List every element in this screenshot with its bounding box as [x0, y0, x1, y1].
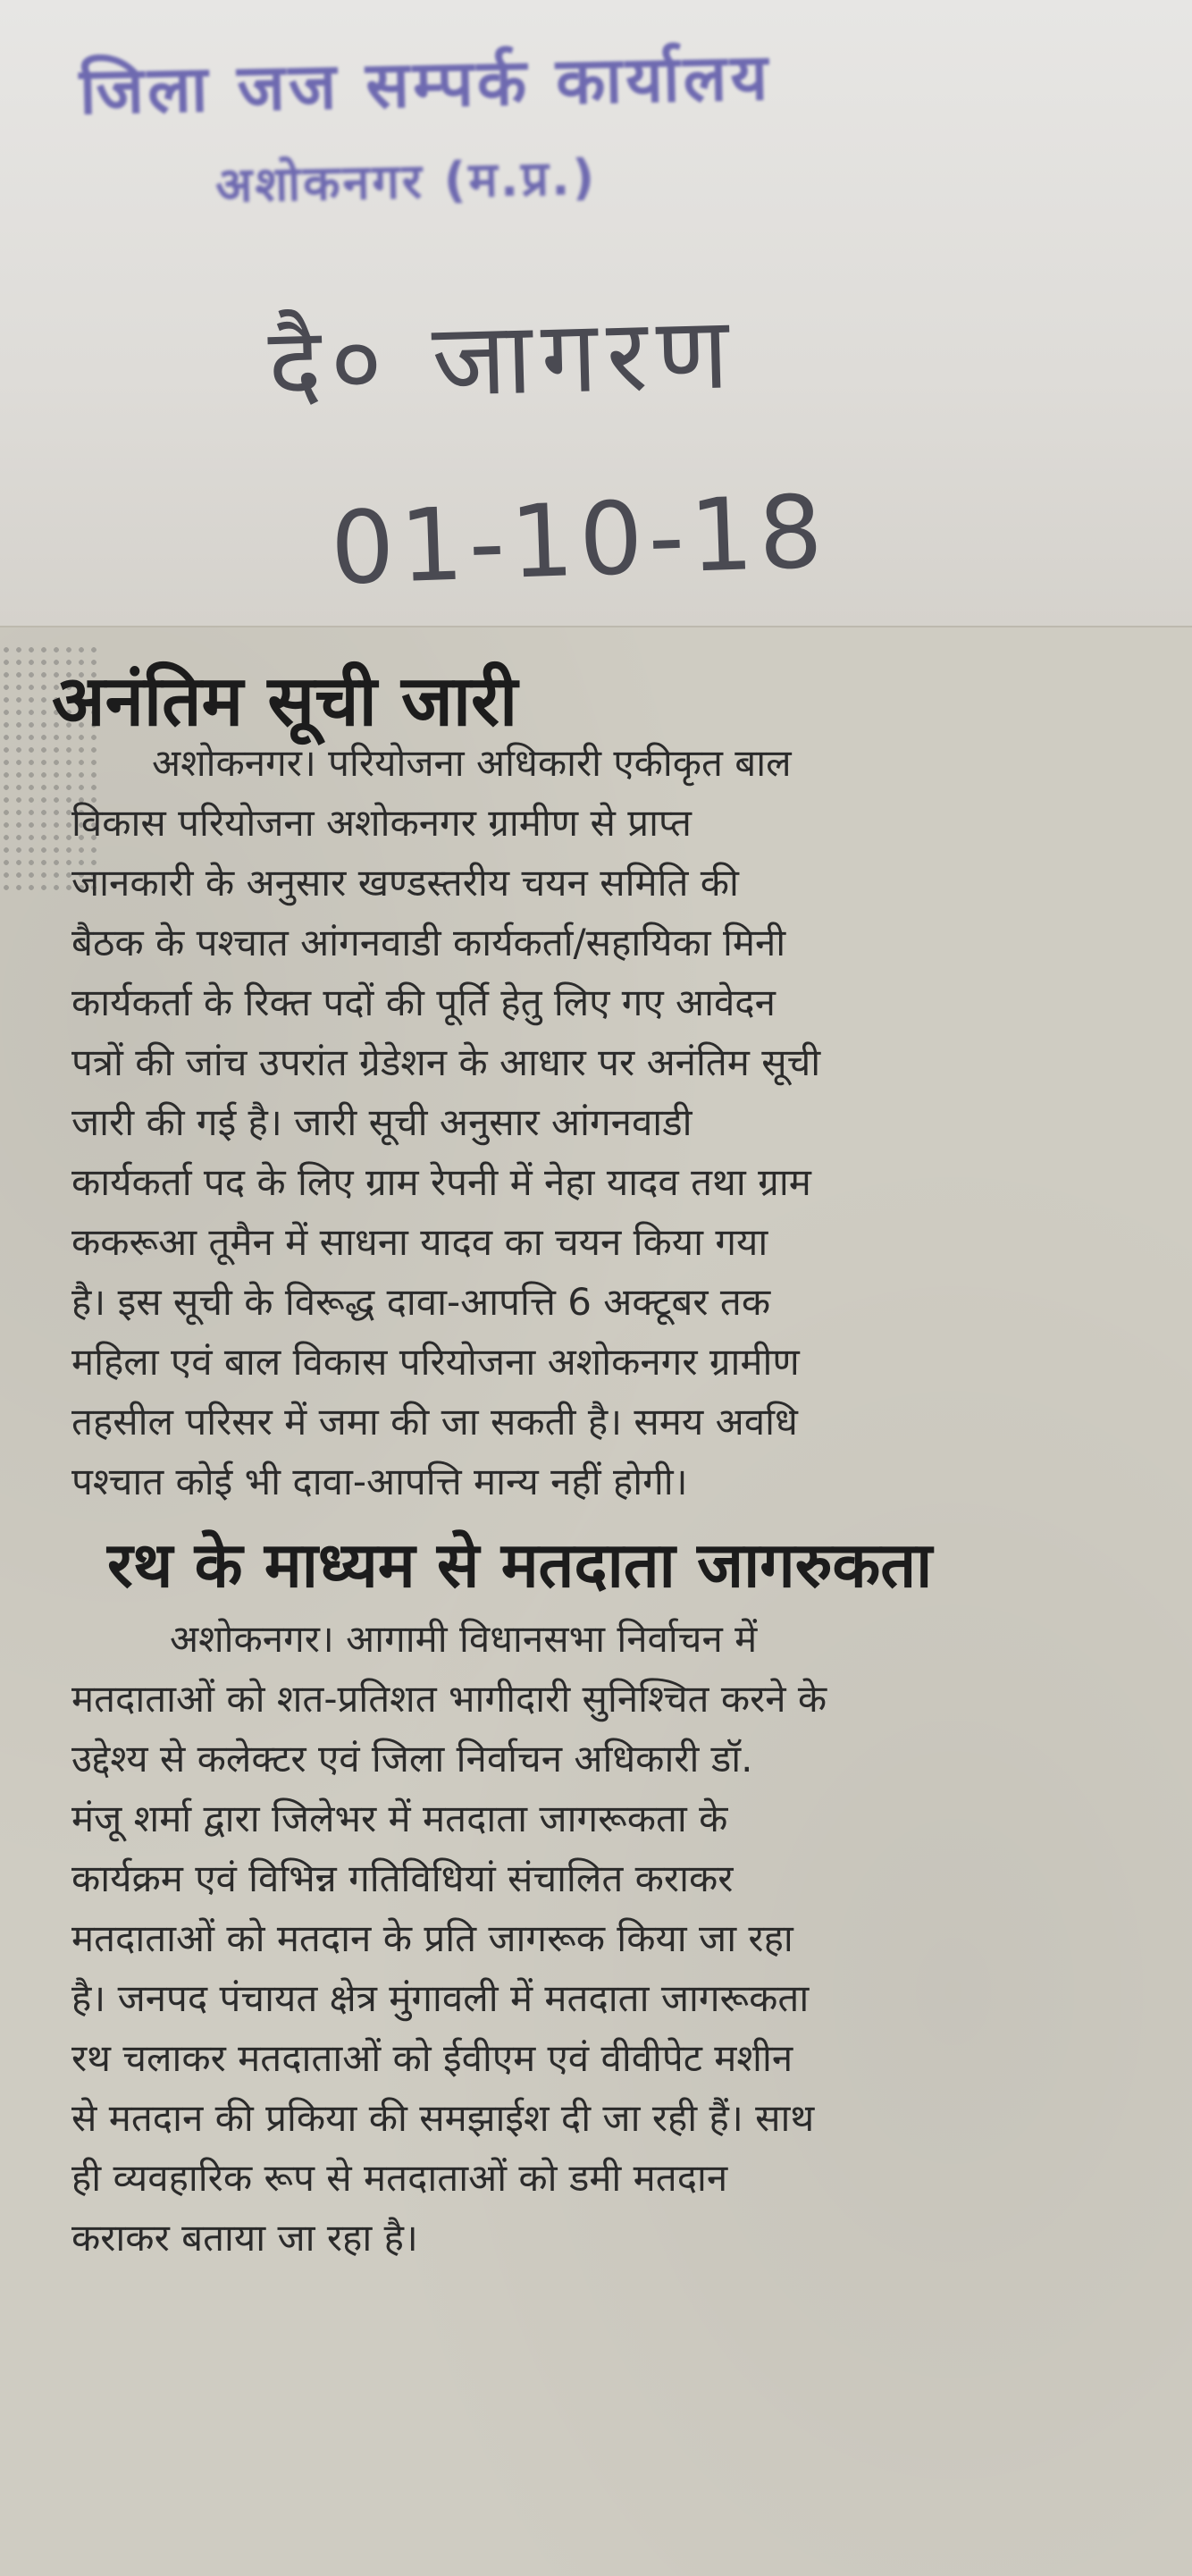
article-2-line: अशोकनगर। आगामी विधानसभा निर्वाचन में: [170, 1617, 758, 1661]
article-1-body: [71, 733, 1144, 1511]
article-1-line: ककरूआ तूमैन में साधना यादव का चयन किया गया: [71, 1220, 768, 1264]
article-1-line: अशोकनगर। परियोजना अधिकारी एकीकृत बाल: [152, 741, 792, 785]
article-2-line: मंजू शर्मा द्वारा जिलेभर में मतदाता जागरूकता के: [71, 1797, 728, 1840]
article-1-line: जानकारी के अनुसार खण्डस्तरीय चयन समिति की: [71, 861, 739, 905]
handwritten-newspaper-name: दै० जागरण: [266, 295, 740, 424]
office-stamp: [79, 26, 1020, 242]
article-1-line: कार्यकर्ता के रिक्त पदों की पूर्ति हेतु लिए गए आवेदन: [71, 981, 776, 1024]
article-1-headline: अनंतिम सूची जारी: [52, 661, 518, 742]
article-1-line: तहसील परिसर में जमा की जा सकती है। समय अवधि: [71, 1400, 798, 1444]
article-1-line: बैठक के पश्चात आंगनवाडी कार्यकर्ता/सहायिका मिनी: [71, 921, 786, 964]
article-2-headline: रथ के माध्यम से मतदाता जागरुकता: [107, 1528, 933, 1602]
article-2-line: है। जनपद पंचायत क्षेत्र मुंगावली में मतदाता जागरूकता: [71, 1976, 810, 2020]
article-2-line: मतदाताओं को शत-प्रतिशत भागीदारी सुनिश्चित करने के: [71, 1677, 827, 1721]
article-2-line: मतदाताओं को मतदान के प्रति जागरूक किया जा रहा: [71, 1916, 793, 1960]
stamp-line-2: अशोकनगर (म.प्र.): [214, 148, 598, 214]
article-2-line: उद्देश्य से कलेक्टर एवं जिला निर्वाचन अधिकारी डॉ.: [71, 1737, 753, 1780]
article-1-line: जारी की गई है। जारी सूची अनुसार आंगनवाडी: [71, 1100, 693, 1144]
article-2-line: ही व्यवहारिक रूप से मतदाताओं को डमी मतदान: [71, 2156, 728, 2200]
stamp-line-1: जिला जज सम्पर्क कार्यालय: [78, 38, 772, 129]
article-1-line: पश्चात कोई भी दावा-आपत्ति मान्य नहीं होगी।: [71, 1460, 688, 1503]
article-2-line: रथ चलाकर मतदाताओं को ईवीएम एवं वीवीपेट मशीन: [71, 2036, 793, 2080]
article-1-line: कार्यकर्ता पद के लिए ग्राम रेपनी में नेहा यादव तथा ग्राम: [71, 1160, 811, 1204]
article-1-line: महिला एवं बाल विकास परियोजना अशोकनगर ग्रामीण: [71, 1340, 800, 1384]
article-1-line: पत्रों की जांच उपरांत ग्रेडेशन के आधार पर अनंतिम सूची: [71, 1040, 821, 1084]
article-1-line: है। इस सूची के विरूद्ध दावा-आपत्ति 6 अक्टूबर तक: [71, 1280, 771, 1324]
article-1-line: विकास परियोजना अशोकनगर ग्रामीण से प्राप्त: [71, 801, 692, 845]
article-2-body: [71, 1609, 1144, 2268]
article-2-line: कराकर बताया जा रहा है।: [71, 2216, 418, 2260]
handwritten-date: 01-10-18: [328, 474, 830, 608]
article-2-line: से मतदान की प्रकिया की समझाईश दी जा रही हैं। साथ: [71, 2096, 815, 2140]
article-2-line: कार्यक्रम एवं विभिन्न गतिविधियां संचालित कराकर: [71, 1856, 734, 1900]
